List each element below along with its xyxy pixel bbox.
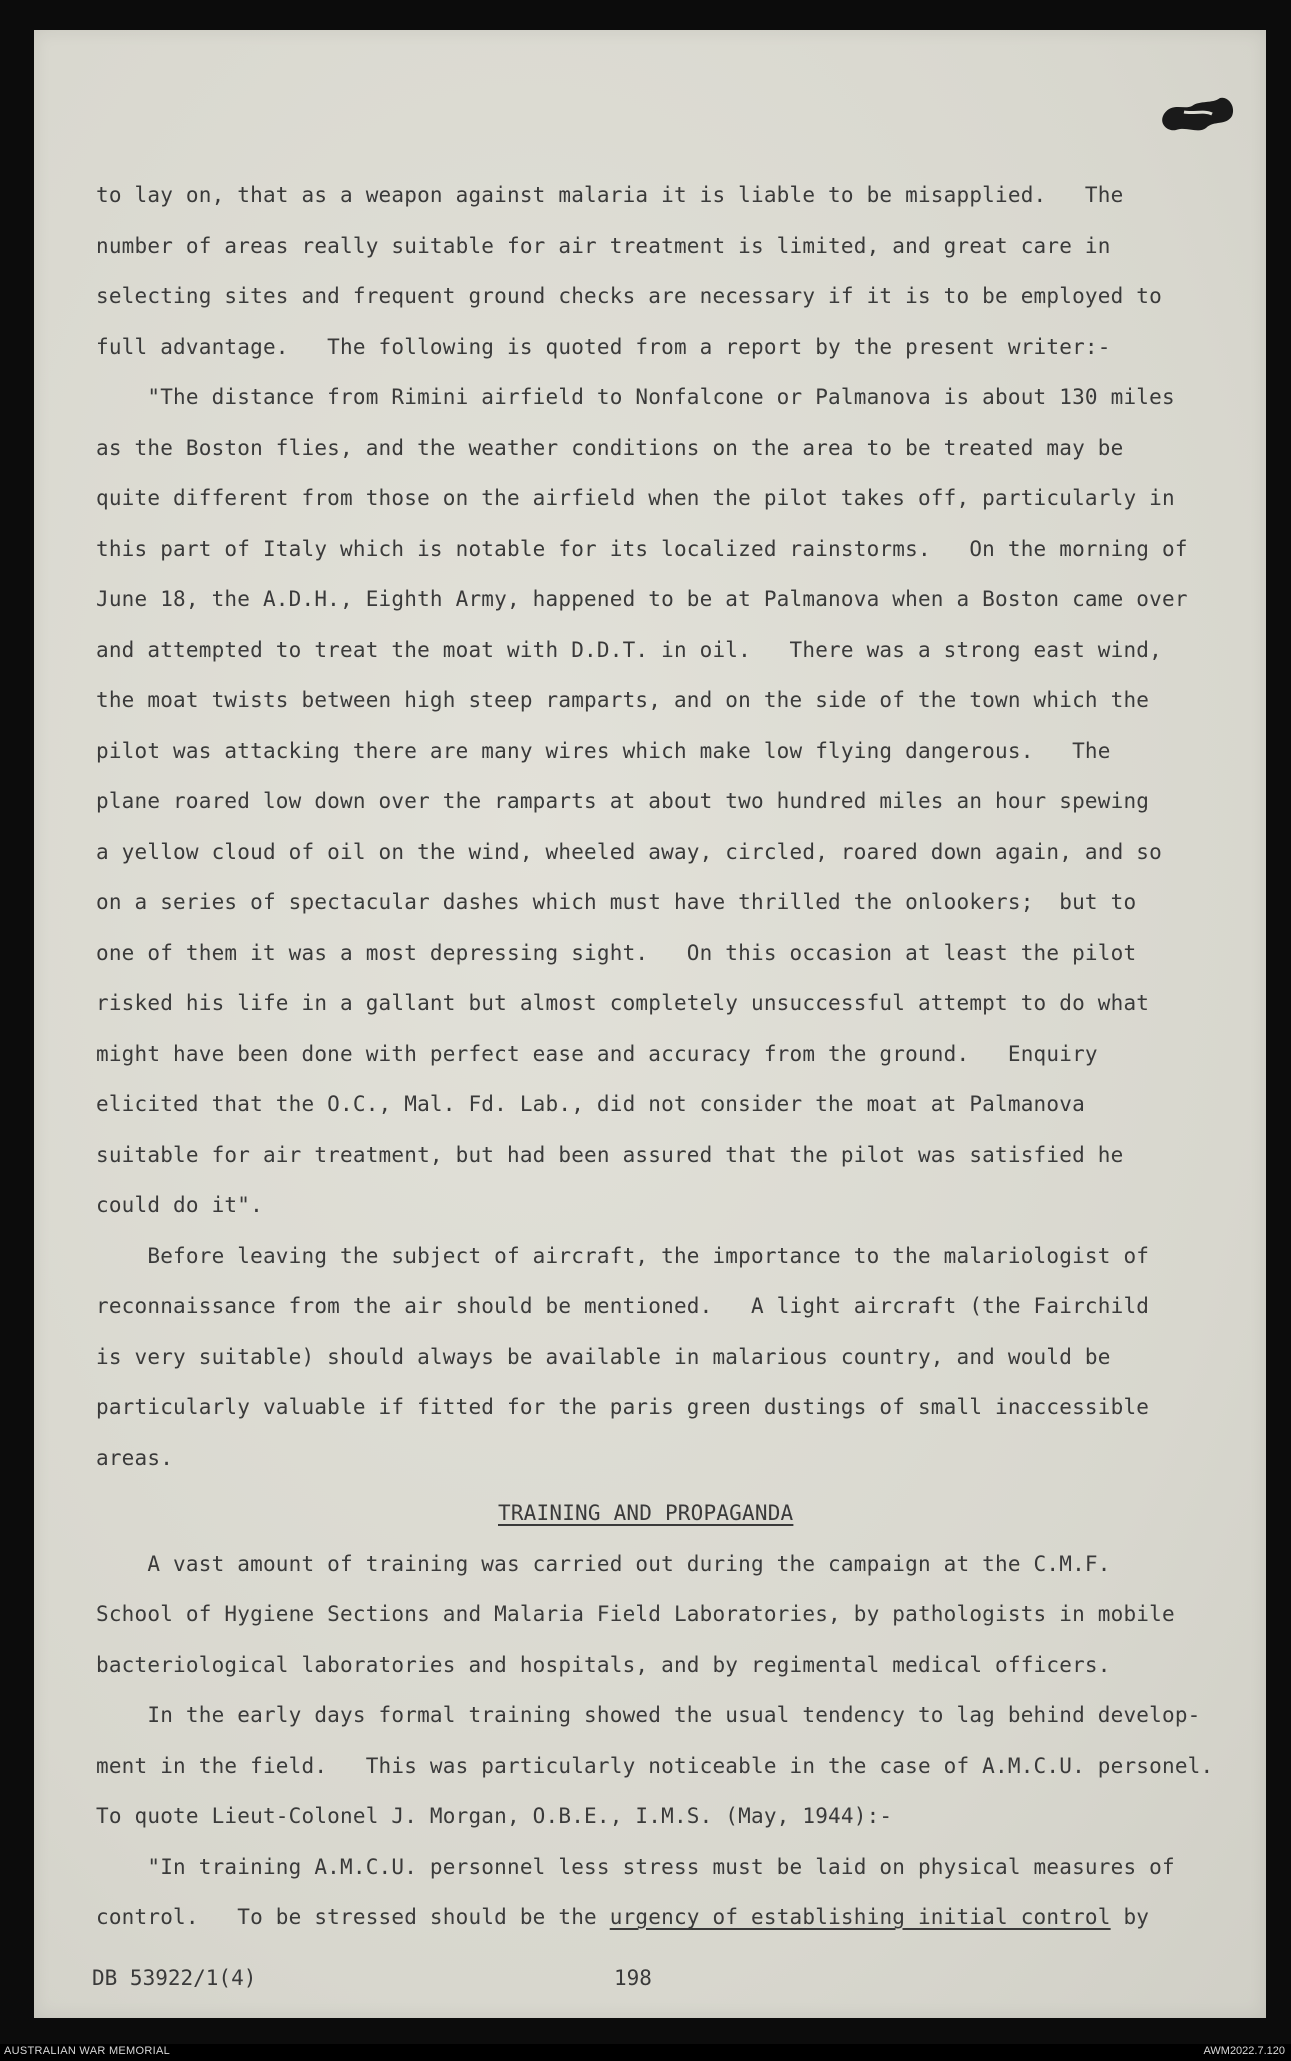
text-line: suitable for air treatment, but had been assured that the pilot was satisfied he [96, 1142, 1124, 1167]
text-line: a yellow cloud of oil on the wind, wheeled away, circled, roared down again, and so [96, 839, 1162, 864]
text-line: quite different from those on the airfield when the pilot takes off, particularly in [96, 486, 1175, 510]
archive-id: AWM2022.7.120 [1203, 2045, 1285, 2057]
text-line: this part of Italy which is notable for its localized rainstorms. On the morning of [96, 536, 1188, 561]
text-line: bacteriological laboratories and hospitals, and by regimental medical officers. [96, 1652, 1111, 1677]
text-line: selecting sites and frequent ground checks are necessary if it is to be employed to [96, 284, 1162, 308]
text-line: plane roared low down over the ramparts at about two hundred miles an hour spewing [96, 789, 1150, 813]
text-line: as the Boston flies, and the weather conditions on the area to be treated may be [96, 435, 1124, 460]
text-line: "The distance from Rimini airfield to Nonfalcone or Palmanova is about 130 miles [96, 385, 1175, 409]
archive-label: AUSTRALIAN WAR MEMORIAL [4, 2045, 171, 2057]
text-segment: control. To be stressed should be the [96, 1905, 610, 1929]
archive-caption-bar [0, 2044, 1291, 2061]
text-line: To quote Lieut-Colonel J. Morgan, O.B.E., I.M.S. (May, 1944):- [96, 1804, 893, 1828]
text-line: is very suitable) should always be available in malarious country, and would be [96, 1344, 1111, 1369]
text-line: to lay on, that as a weapon against malaria it is liable to be misapplied. The [96, 183, 1124, 207]
text-line: and attempted to treat the moat with D.D.T. in oil. There was a strong east wind, [96, 637, 1162, 662]
document-reference: DB 53922/1(4) [92, 1966, 257, 1990]
text-line: on a series of spectacular dashes which must have thrilled the onlookers; but to [96, 890, 1137, 914]
text-line: areas. [96, 1445, 174, 1470]
text-line: might have been done with perfect ease and accuracy from the ground. Enquiry [96, 1041, 1098, 1066]
page-number: 198 [614, 1966, 652, 1990]
text-line: Before leaving the subject of aircraft, the importance to the malariologist of [96, 1243, 1150, 1268]
text-line: School of Hygiene Sections and Malaria Field Laboratories, by pathologists in mobile [96, 1602, 1175, 1626]
underlined-emphasis: urgency of establishing initial control [609, 1905, 1111, 1929]
text-line: In the early days formal training showed the usual tendency to lag behind develop- [96, 1703, 1201, 1727]
text-line: ment in the field. This was particularly noticeable in the case of A.M.C.U. personel. [96, 1753, 1214, 1778]
text-line: reconnaissance from the air should be mentioned. A light aircraft (the Fairchild [96, 1294, 1150, 1318]
text-line: could do it". [96, 1193, 263, 1217]
text-line [96, 1902, 1149, 1932]
text-line: one of them it was a most depressing sight. On this occasion at least the pilot [96, 940, 1137, 965]
text-segment: by [1110, 1905, 1150, 1929]
paper-tear-mark [1154, 92, 1244, 144]
text-line: pilot was attacking there are many wires which make low flying dangerous. The [96, 738, 1111, 763]
text-line: "In training A.M.C.U. personnel less stress must be laid on physical measures of [96, 1854, 1175, 1879]
text-line: June 18, the A.D.H., Eighth Army, happened to be at Palmanova when a Boston came over [96, 587, 1188, 611]
text-line: number of areas really suitable for air treatment is limited, and great care in [96, 233, 1111, 258]
text-line: A vast amount of training was carried out during the campaign at the C.M.F. [96, 1551, 1111, 1576]
text-line: particularly valuable if fitted for the paris green dustings of small inaccessible [96, 1395, 1150, 1419]
text-line: risked his life in a gallant but almost completely unsuccessful attempt to do what [96, 991, 1150, 1015]
text-line: the moat twists between high steep ramparts, and on the side of the town which the [96, 688, 1150, 712]
section-heading: TRAINING AND PROPAGANDA [498, 1501, 794, 1525]
text-line: full advantage. The following is quoted from a report by the present writer:- [96, 334, 1111, 359]
text-line: elicited that the O.C., Mal. Fd. Lab., did not consider the moat at Palmanova [96, 1092, 1085, 1116]
